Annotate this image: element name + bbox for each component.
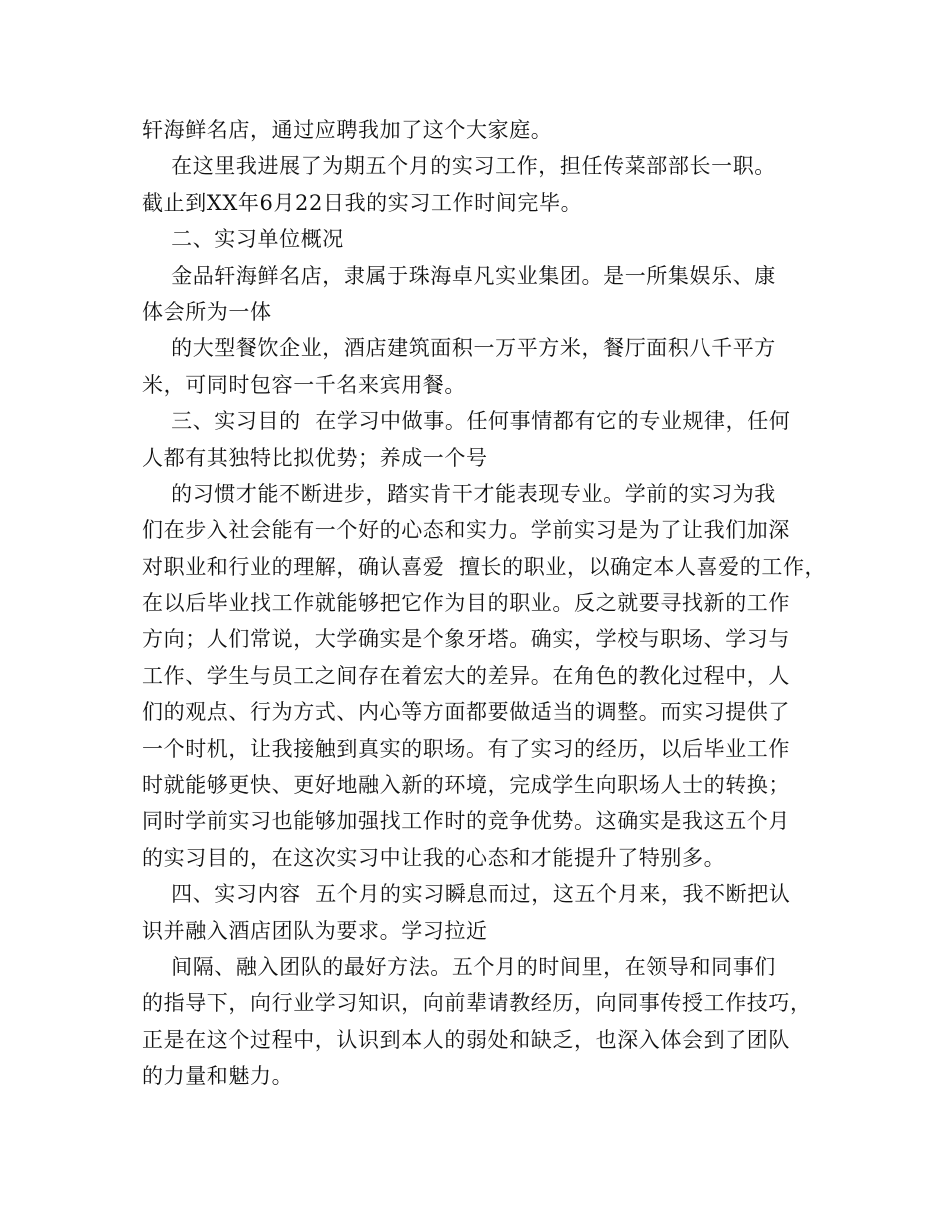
- text-line: 识并融入酒店团队为要求。学习拉近: [142, 918, 488, 943]
- text-line: 人都有其独特比拟优势；养成一个号: [142, 445, 488, 470]
- text-line: 米，可同时包容一千名来宾用餐。: [142, 372, 466, 397]
- text-line: 们的观点、行为方式、内心等方面都要做适当的调整。而实习提供了: [142, 700, 790, 725]
- text-line: 工作、学生与员工之间存在着宏大的差异。在角色的教化过程中，人: [142, 663, 790, 688]
- document-body: [142, 112, 827, 1095]
- text-line: 截止到XX年6月22日我的实习工作时间完毕。: [142, 190, 583, 215]
- text-line: 间隔、融入团队的最好方法。五个月的时间里，在领导和同事们: [142, 954, 776, 979]
- text-line: 正是在这个过程中，认识到本人的弱处和缺乏，也深入体会到了团队: [142, 1027, 790, 1052]
- text-line: 对职业和行业的理解，确认喜爱 擅长的职业，以确定本人喜爱的工作，: [142, 554, 827, 579]
- text-line: 们在步入社会能有一个好的心态和实力。学前实习是为了让我们加深: [142, 518, 790, 543]
- text-line: 一个时机，让我接触到真实的职场。有了实习的经历，以后毕业工作: [142, 736, 790, 761]
- text-line: 的力量和魅力。: [142, 1064, 294, 1089]
- text-line: 时就能够更快、更好地融入新的环境，完成学生向职场人士的转换；: [142, 773, 790, 798]
- section-heading: 二、实习单位概况: [142, 227, 344, 252]
- text-line: 在这里我进展了为期五个月的实习工作，担任传菜部部长一职。: [142, 154, 776, 179]
- text-line: 三、实习目的 在学习中做事。任何事情都有它的专业规律，任何: [142, 409, 791, 434]
- text-line: 的习惯才能不断进步，踏实肯干才能表现专业。学前的实习为我: [142, 481, 776, 506]
- text-line: 轩海鲜名店，通过应聘我加了这个大家庭。: [142, 118, 553, 142]
- text-line: 同时学前实习也能够加强找工作时的竞争优势。这确实是我这五个月: [142, 809, 790, 834]
- text-line: 的大型餐饮企业，酒店建筑面积一万平方米，餐厅面积八千平方: [142, 336, 776, 361]
- text-line: 在以后毕业找工作就能够把它作为目的职业。反之就要寻找新的工作: [142, 591, 790, 616]
- text-line: 体会所为一体: [142, 299, 272, 324]
- text-line: 的实习目的，在这次实习中让我的心态和才能提升了特别多。: [142, 845, 726, 870]
- text-line: 方向；人们常说，大学确实是个象牙塔。确实，学校与职场、学习与: [142, 627, 790, 652]
- text-line: 的指导下，向行业学习知识，向前辈请教经历，向同事传授工作技巧，: [142, 991, 812, 1016]
- text-line: 四、实习内容 五个月的实习瞬息而过，这五个月来，我不断把认: [142, 882, 791, 907]
- text-line: 金品轩海鲜名店，隶属于珠海卓凡实业集团。是一所集娱乐、康: [142, 263, 776, 288]
